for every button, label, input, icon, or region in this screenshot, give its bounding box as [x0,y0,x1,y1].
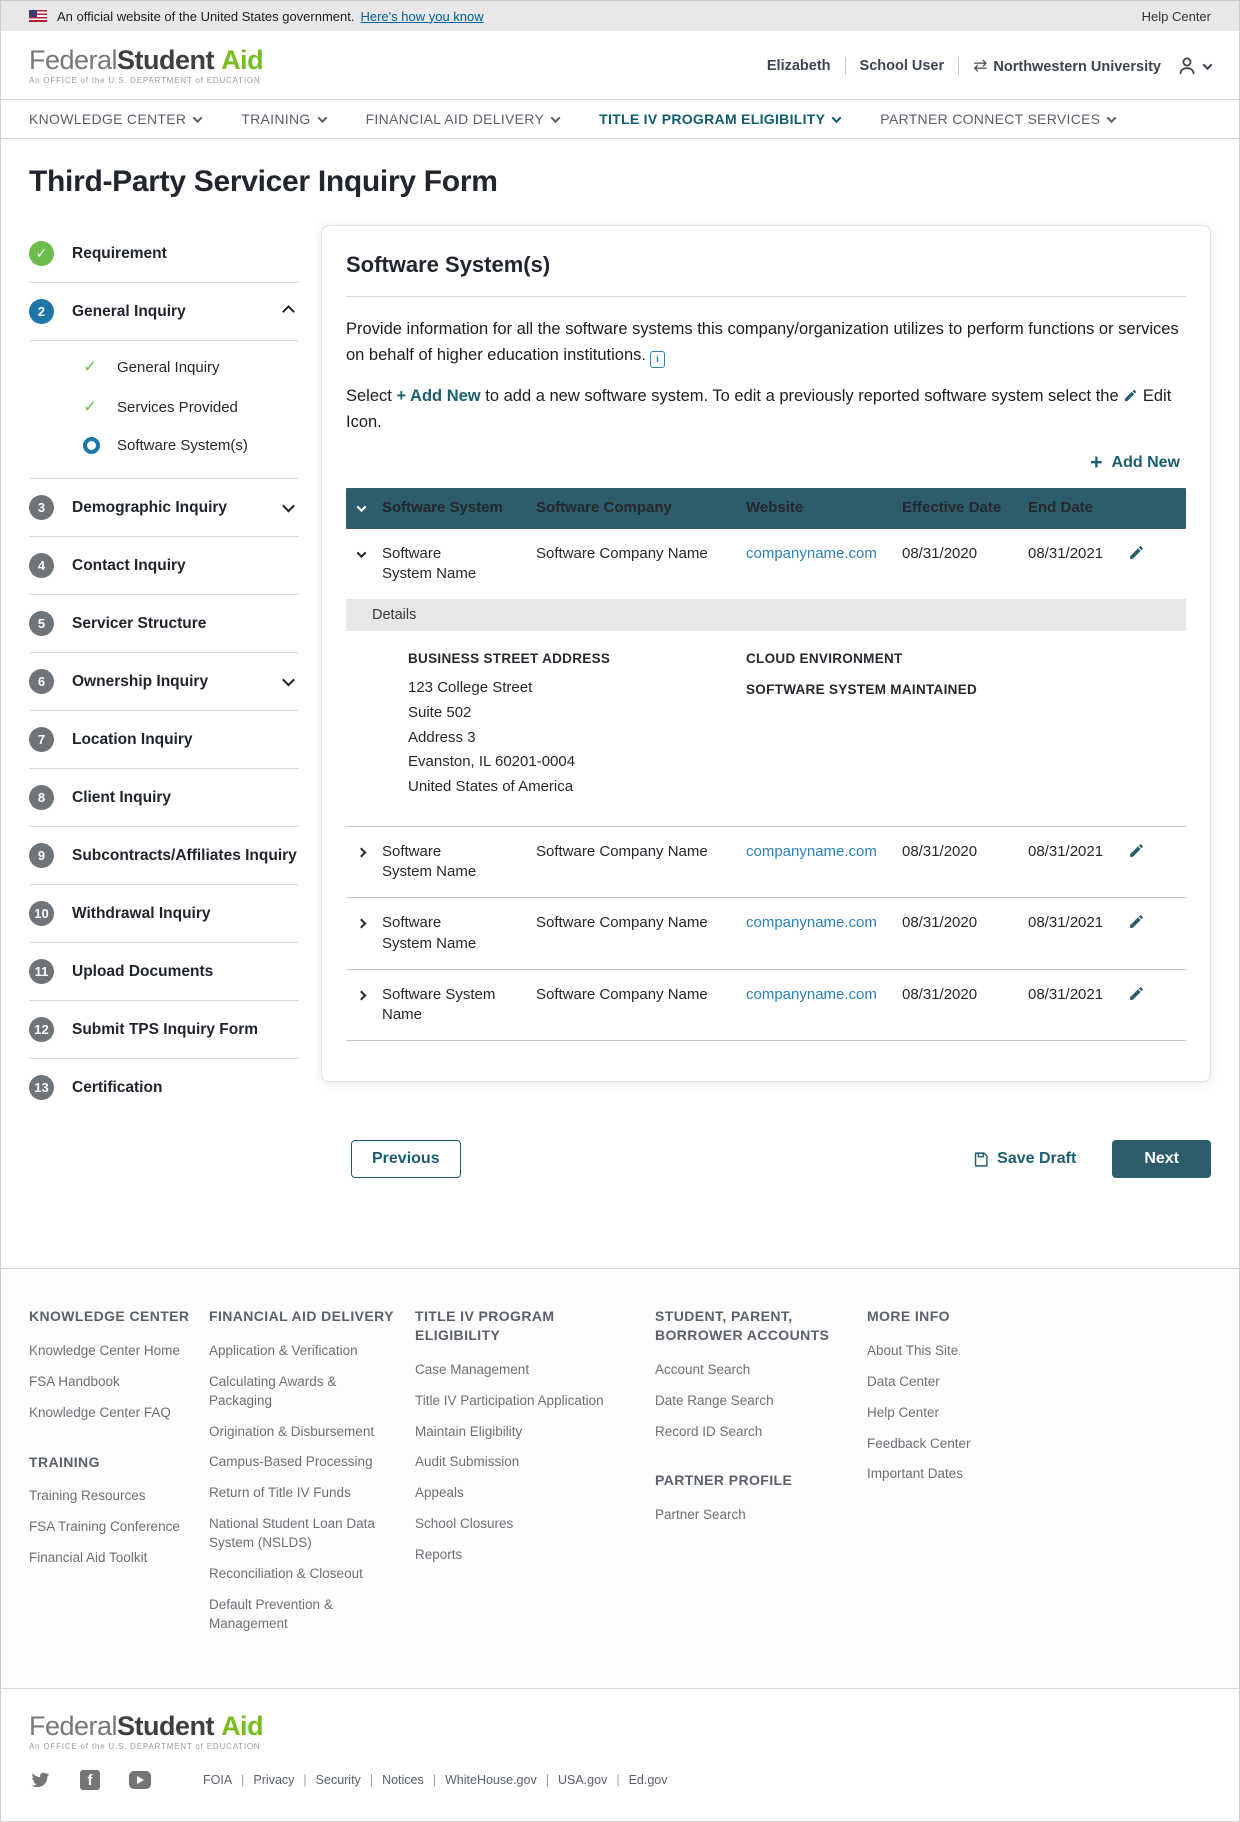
chevron-up-icon [282,305,295,318]
form-actions [351,1140,1211,1184]
table-header-row [346,488,1186,528]
cell-effective-date: 08/31/2020 [902,914,978,932]
legal-link[interactable]: Ed.gov [628,1772,668,1787]
table-row [346,969,1186,1042]
cell-website-link[interactable]: companyname.com [746,842,877,860]
user-name: Elizabeth [766,58,831,74]
substep-general-inquiry[interactable]: ✓ General Inquiry [83,357,220,376]
site-header [1,31,1239,99]
org-switcher[interactable] [973,56,1161,76]
edit-pencil-icon [1123,388,1138,403]
account-menu[interactable] [1175,54,1211,78]
footer-heading: TITLE IV PROGRAM ELIGIBILITY [415,1308,555,1343]
step-location-inquiry[interactable]: 7 Location Inquiry [29,711,299,769]
content [1,225,1239,1116]
chevron-down-icon [1203,60,1213,70]
footer-heading: MORE INFO [867,1308,950,1324]
footer-link[interactable]: Appeals [415,1485,464,1501]
cell-website-link[interactable]: companyname.com [746,985,877,1003]
radio-current-icon [83,437,100,454]
divider [845,57,846,75]
legal-link[interactable]: Security | [316,1773,382,1787]
address-line: 123 College Street [408,679,533,696]
chevron-down-icon [193,113,203,123]
step-submit-tps-inquiry-form[interactable]: 12 Submit TPS Inquiry Form [29,1001,299,1059]
step-withdrawal-inquiry[interactable]: 10 Withdrawal Inquiry [29,885,299,943]
footer-col-knowledge-center [29,1307,209,1646]
step-number-badge: 8 [29,785,54,810]
stepper [29,225,299,1116]
table-row [346,897,1186,969]
logo-aid: Aid [221,1710,264,1741]
legal-link[interactable]: FOIA | [203,1773,253,1787]
edit-row-button[interactable] [1118,827,1154,859]
edit-row-button[interactable] [1118,970,1154,1002]
check-circle-icon: ✓ [29,241,54,266]
footer-link[interactable]: Return of Title IV Funds [209,1485,351,1501]
footer-link[interactable]: School Closures [415,1516,514,1532]
footer-link[interactable]: Partner Search [655,1507,746,1523]
table-row [346,529,1186,600]
nav-partner-connect-services[interactable]: PARTNER CONNECT SERVICES [880,111,1115,127]
footer-link[interactable]: Account Search [655,1361,751,1377]
step-demographic-inquiry[interactable]: 3 Demographic Inquiry [29,479,299,537]
chevron-down-icon [1107,113,1117,123]
legal-link[interactable]: USA.gov | [558,1773,629,1787]
cell-software-company: Software Company Name [536,914,708,932]
legal-link[interactable]: Privacy | [253,1773,315,1787]
step-number-badge: 3 [29,495,54,520]
logo-tagline: An OFFICE of the U.S. DEPARTMENT of EDUCATION [29,76,261,85]
substep-software-systems[interactable]: Software System(s) [29,427,299,464]
person-icon [1175,54,1199,78]
footer-link[interactable]: Feedback Center [867,1435,971,1451]
legal-link[interactable]: WhiteHouse.gov | [445,1773,558,1787]
footer-link[interactable]: National Student Loan Data System (NSLDS) [209,1516,375,1551]
step-number-badge: 13 [29,1075,54,1100]
address-line: United States of America [408,778,574,795]
footer-link[interactable]: Date Range Search [655,1392,774,1408]
divider [958,57,959,75]
column-header-software-company: Software Company [536,499,672,517]
footer-col-title-iv [415,1307,655,1646]
footer-heading: KNOWLEDGE CENTER [29,1308,190,1324]
logo-student: Student [117,1710,215,1741]
cell-end-date: 08/31/2021 [1028,544,1104,562]
footer-link[interactable]: Title IV Participation Application [415,1392,604,1408]
cell-effective-date: 08/31/2020 [902,544,978,562]
logo-federal: Federal [29,1710,118,1741]
software-systems-table [346,488,1186,1041]
step-ownership-inquiry[interactable]: 6 Ownership Inquiry [29,653,299,711]
step-number-badge: 4 [29,553,54,578]
cloud-environment-heading: CLOUD ENVIRONMENT [746,651,903,666]
chevron-down-icon [551,113,561,123]
footer-link[interactable]: Campus-Based Processing [209,1454,373,1470]
legal-links [203,1773,667,1787]
edit-row-button[interactable] [1118,898,1154,930]
youtube-icon[interactable] [129,1769,151,1791]
user-role: School User [859,58,945,74]
step-client-inquiry[interactable]: 8 Client Inquiry [29,769,299,827]
plus-icon: + [1090,451,1103,475]
save-floppy-icon [972,1151,989,1168]
nav-training[interactable]: TRAINING [241,111,325,127]
step-contact-inquiry[interactable]: 4 Contact Inquiry [29,537,299,595]
expand-row-icon[interactable] [357,919,367,929]
footer-link[interactable]: Maintain Eligibility [415,1423,523,1439]
swap-icon: ⇄ [973,56,988,75]
cell-software-system: Software System Name [382,544,477,582]
address-line: Evanston, IL 60201-0004 [408,753,576,771]
intro-text: Provide information for all the software systems this company/organization utilizes to perform functions or services on behalf of higher education institutions. i [346,317,1186,368]
footer-heading: STUDENT, PARENT, BORROWER ACCOUNTS [655,1308,830,1343]
step-number-badge: 2 [29,299,54,324]
step-number-badge: 5 [29,611,54,636]
footer-heading: PARTNER PROFILE [655,1472,793,1489]
address-line: Suite 502 [408,703,472,721]
logo-tagline: An OFFICE of the U.S. DEPARTMENT of EDUCATION [29,1741,261,1751]
step-number-badge: 11 [29,959,54,984]
address-heading: BUSINESS STREET ADDRESS [408,651,611,666]
footer-col-accounts [655,1307,867,1646]
step-general-inquiry[interactable]: 2 General Inquiry [29,283,299,341]
footer-link[interactable]: Origination & Disbursement [209,1423,375,1439]
gov-banner-text: An official website of the United States government. [57,8,355,24]
chevron-down-icon [832,113,842,123]
footer-link[interactable]: Case Management [415,1361,530,1377]
twitter-icon[interactable] [29,1769,51,1791]
collapse-row-icon[interactable] [357,548,367,558]
footer-link[interactable]: Knowledge Center Home [29,1342,180,1358]
footer-link[interactable]: Knowledge Center FAQ [29,1404,171,1420]
facebook-icon[interactable]: f [79,1769,101,1791]
chevron-down-icon [282,500,295,513]
instruction-text: Select + Add New to add a new software system. To edit a previously reported software system select the Edit Icon. [346,387,1172,431]
footer-link[interactable]: Calculating Awards & Packaging [209,1373,337,1408]
fsa-logo[interactable] [29,47,263,85]
site-footer [1,1268,1239,1688]
footer-link[interactable]: Audit Submission [415,1454,520,1470]
column-header-effective-date: Effective Date [902,499,1002,517]
cell-software-company: Software Company Name [536,842,708,860]
info-icon[interactable]: i [650,351,665,368]
cell-website-link[interactable]: companyname.com [746,544,877,562]
edit-row-button[interactable] [1118,529,1154,561]
bottom-bar [1,1688,1239,1821]
chevron-down-icon [282,674,295,687]
footer-heading: TRAINING [29,1453,100,1470]
add-new-inline-label: + Add New [396,387,481,406]
cell-website-link[interactable]: companyname.com [746,914,877,932]
expand-row-icon[interactable] [357,990,367,1000]
check-icon: ✓ [83,357,98,376]
step-requirement[interactable]: ✓ Requirement [29,225,299,283]
primary-nav [1,99,1239,139]
chevron-down-icon [317,113,327,123]
address-lines [408,676,746,800]
social-and-legal-row [29,1769,1211,1791]
edit-pencil-icon [1128,544,1145,561]
help-center-link[interactable]: Help Center [1141,8,1211,24]
footer-link[interactable]: Record ID Search [655,1423,763,1439]
logo-federal: Federal [29,45,118,75]
footer-link[interactable]: Help Center [867,1404,940,1420]
footer-link[interactable]: Training Resources [29,1488,146,1504]
footer-heading: FINANCIAL AID DELIVERY [209,1308,394,1324]
cell-software-company: Software Company Name [536,544,708,562]
footer-link[interactable]: FSA Training Conference [29,1519,180,1535]
step-number-badge: 10 [29,901,54,926]
nav-financial-aid-delivery[interactable]: FINANCIAL AID DELIVERY [366,111,560,127]
footer-link[interactable]: Data Center [867,1373,940,1389]
step-number-badge: 6 [29,669,54,694]
user-area [767,54,1211,78]
save-draft-button[interactable]: Save Draft [966,1149,1082,1169]
step-upload-documents[interactable]: 11 Upload Documents [29,943,299,1001]
card-heading: Software System(s) [346,252,551,277]
footer-link[interactable]: Default Prevention & Management [209,1596,333,1631]
cell-end-date: 08/31/2021 [1028,842,1104,860]
column-header-end-date: End Date [1028,499,1094,517]
cell-software-system: Software System Name [382,842,477,880]
edit-pencil-icon [1128,985,1145,1002]
footer-col-more-info [867,1307,1211,1646]
cell-end-date: 08/31/2021 [1028,985,1104,1003]
footer-link[interactable]: FSA Handbook [29,1373,120,1389]
legal-link[interactable]: Notices | [382,1773,445,1787]
us-flag-icon [29,10,47,22]
cell-effective-date: 08/31/2020 [902,985,978,1003]
footer-col-financial-aid-delivery [209,1307,415,1646]
footer-link[interactable]: Application & Verification [209,1342,358,1358]
footer-link[interactable]: Reports [415,1547,463,1563]
software-system-maintained-heading: SOFTWARE SYSTEM MAINTAINED [746,682,978,697]
step-number-badge: 7 [29,727,54,752]
footer-link[interactable]: Financial Aid Toolkit [29,1550,148,1566]
divider [346,296,1186,297]
column-header-website: Website [746,499,804,517]
cell-end-date: 08/31/2021 [1028,914,1104,932]
edit-pencil-icon [1128,842,1145,859]
expand-row-icon[interactable] [357,847,367,857]
step-servicer-structure[interactable]: 5 Servicer Structure [29,595,299,653]
substeps-general-inquiry [29,341,299,479]
step-certification[interactable]: 13 Certification [29,1059,299,1116]
edit-pencil-icon [1128,913,1145,930]
details-bar: Details [346,599,1186,631]
chevron-down-icon[interactable] [357,502,367,512]
software-systems-card [321,225,1211,1082]
column-header-software-system: Software System [382,499,503,517]
step-number-badge: 12 [29,1017,54,1042]
logo-student: Student [117,45,215,75]
cell-software-system: Software System Name [382,914,477,952]
check-icon: ✓ [83,397,98,416]
logo-aid: Aid [221,45,264,75]
step-subcontracts-affiliates-inquiry[interactable]: 9 Subcontracts/Affiliates Inquiry [29,827,299,885]
cell-software-company: Software Company Name [536,985,708,1003]
details-body [346,631,1186,826]
table-row [346,826,1186,898]
org-name: Northwestern University [993,59,1161,75]
gov-banner [1,1,1239,31]
fsa-logo-footer[interactable] [29,1710,1211,1751]
cell-effective-date: 08/31/2020 [902,842,978,860]
page-title: Third-Party Servicer Inquiry Form [29,165,498,198]
nav-title-iv-program-eligibility[interactable]: TITLE IV PROGRAM ELIGIBILITY [599,111,840,127]
address-line: Address 3 [408,728,476,746]
footer-link[interactable]: About This Site [867,1342,959,1358]
cell-software-system: Software System Name [382,985,496,1023]
previous-button[interactable]: Previous [351,1140,461,1178]
next-button[interactable]: Next [1112,1140,1211,1178]
substep-services-provided[interactable]: ✓ Services Provided [83,397,238,416]
step-number-badge: 9 [29,843,54,868]
how-you-know-link[interactable]: Here's how you know [360,8,484,24]
footer-link[interactable]: Important Dates [867,1466,964,1482]
add-new-button[interactable]: + Add New [1084,451,1186,474]
nav-knowledge-center[interactable]: KNOWLEDGE CENTER [29,111,201,127]
footer-link[interactable]: Reconciliation & Closeout [209,1566,363,1582]
